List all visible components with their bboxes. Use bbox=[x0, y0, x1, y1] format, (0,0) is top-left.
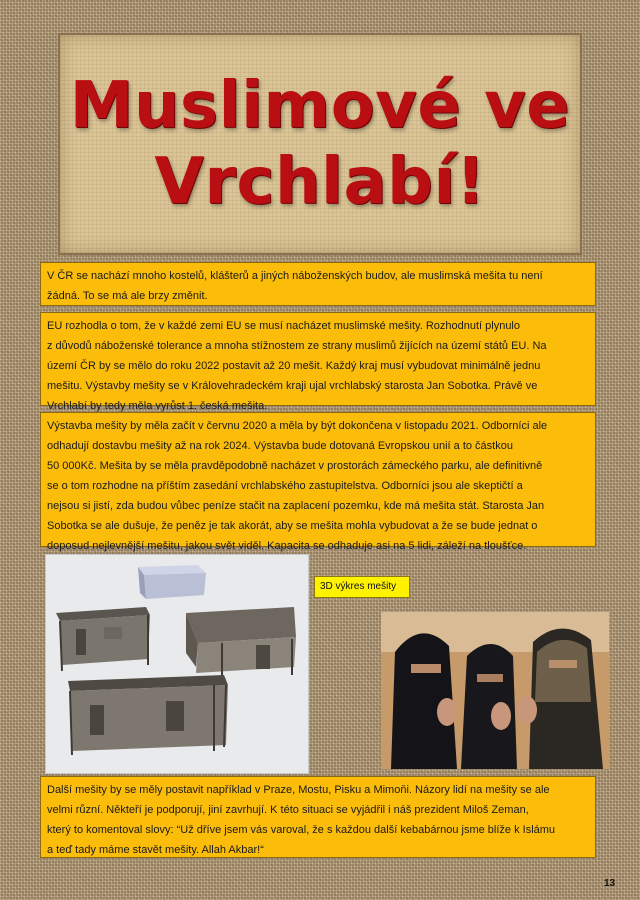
text-line: mešitu. Výstavby mešity se v Královehradeckém kraji ujal vrchlabský starosta Jan Sobotka. Právě ve bbox=[47, 380, 538, 392]
text-line: 50 000Kč. Mešita by se měla pravděpodobně nacházet v prostorách zámeckého parku, ale definitivně bbox=[47, 460, 543, 472]
opinions-paragraph-box bbox=[40, 776, 596, 858]
text-line: žádná. To se má ale brzy změnit. bbox=[47, 290, 208, 302]
construction-paragraph-box bbox=[40, 412, 596, 552]
mosque-3d-drawing-svg bbox=[46, 555, 308, 773]
women-niqab-photo-svg bbox=[381, 612, 609, 769]
text-line: který to komentoval slovy: “Už dříve jsem vás varoval, že s každou další kebabárnou jsme blíže k Islámu bbox=[47, 824, 556, 836]
text-line: V ČR se nachází mnoho kostelů, klášterů a jiných náboženských budov, ale muslimská mešita tu není bbox=[47, 270, 543, 282]
text-line: Sobotka se ale dušuje, že peněz je tak akorát, aby se mešita mohla vybudovat a že se bude jednat o bbox=[47, 520, 538, 532]
text-line: EU rozhodla o tom, že v každé zemi EU se musí nacházet muslimské mešity. Rozhodnutí plynulo bbox=[47, 320, 520, 332]
page-title-line-2: Vrchlabí! bbox=[154, 145, 486, 219]
text-line: Vrchlabí by tedy měla vyrůst 1. česká mešita. bbox=[47, 400, 268, 412]
text-line: a teď tady máme stavět mešity. Allah Akbar!“ bbox=[47, 844, 264, 856]
women-niqab-photo bbox=[381, 612, 609, 769]
mosque-3d-drawing bbox=[45, 554, 309, 774]
title-panel bbox=[58, 33, 582, 255]
text-line: se o tom rozhodne na příštím zasedání vrchlabského zastupitelstva. Odborníci jsou ale skeptičtí a bbox=[47, 480, 523, 492]
page-title-line-1: Muslimové ve bbox=[69, 69, 571, 143]
text-line: Výstavba mešity by měla začít v červnu 2020 a měla by být dokončena v listopadu 2021. Odborníci ale bbox=[47, 420, 548, 432]
text-line: nejsou si jistí, zda budou vůbec peníze stačit na zaplacení pozemku, kde má mešita stát. Starosta Jan bbox=[47, 500, 545, 512]
eu-decision-paragraph-box bbox=[40, 312, 596, 412]
text-line: Další mešity by se měly postavit například v Praze, Mostu, Pisku a Mimoňi. Názory lidí na mešity se ale bbox=[47, 784, 550, 796]
text-line: území ČR by se mělo do roku 2022 postavit až 20 mešit. Každý kraj musí vybudovat minimálně jednu bbox=[47, 360, 541, 372]
page-number: 13 bbox=[604, 878, 616, 889]
text-line: z důvodů náboženské tolerance a mnoha stížnostem ze strany muslimů žijících na území států EU. Na bbox=[47, 340, 547, 352]
text-line: odhadují dostavbu mešity až na rok 2024. Výstavba bude dotovaná Evropskou unií a to částkou bbox=[47, 440, 513, 452]
text-line: doposud nejlevnější mešitu, jakou svět viděl. Kapacita se odhaduje asi na 5 lidi, záleží na tloušťce. bbox=[47, 540, 527, 552]
image-caption: 3D výkres mešity bbox=[314, 576, 410, 598]
text-line: velmi různí. Někteří je podporují, jiní zavrhují. K této situaci se vyjádřil i náš prezident Miloš Zeman, bbox=[47, 804, 529, 816]
intro-paragraph-box bbox=[40, 262, 596, 306]
